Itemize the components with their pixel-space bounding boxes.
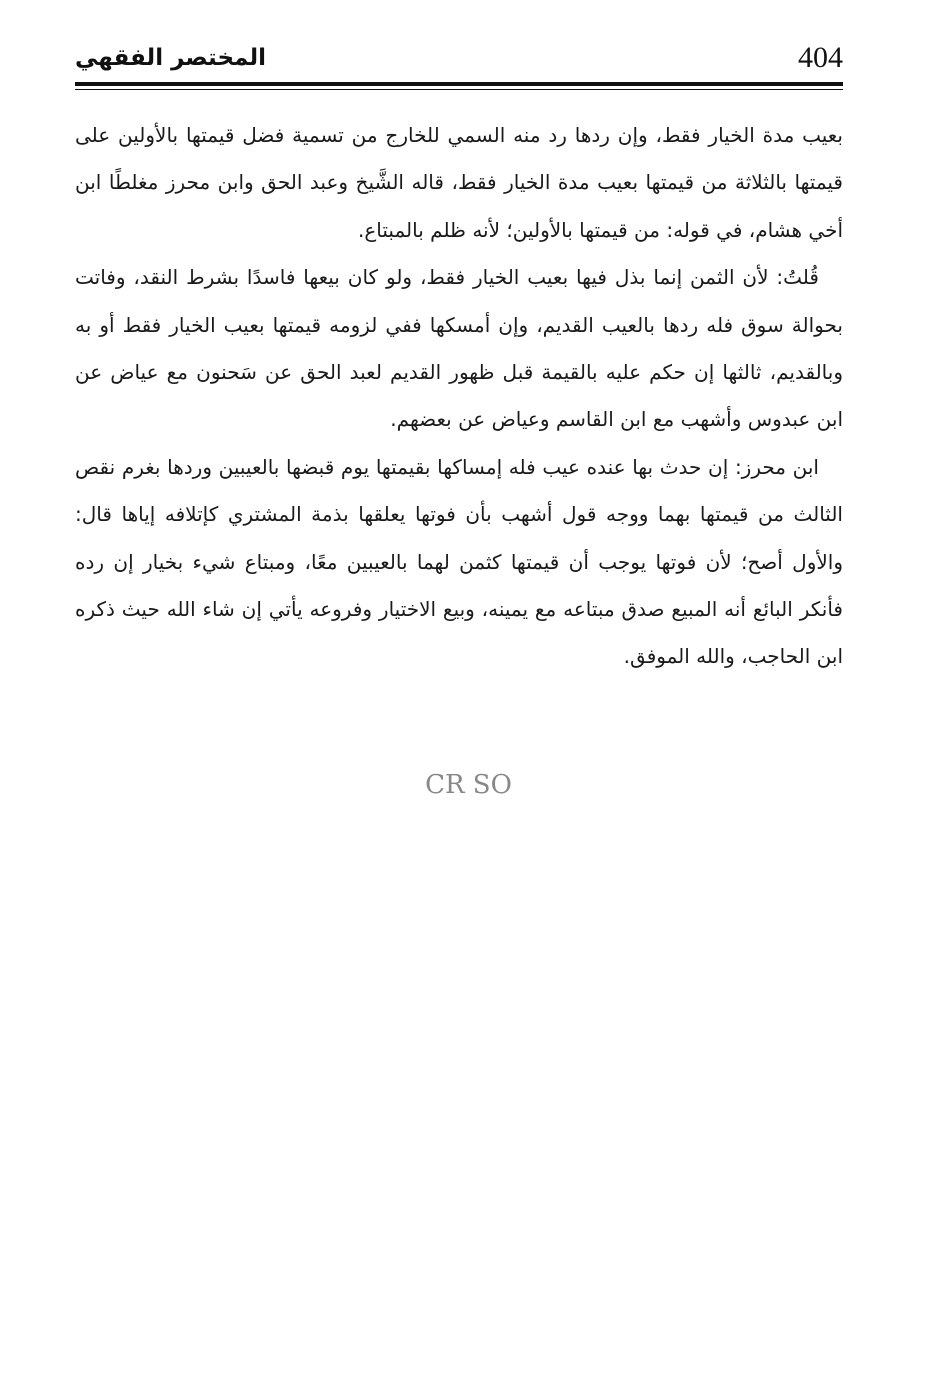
end-ornament: CR SO — [425, 770, 512, 800]
page-header — [75, 38, 843, 78]
header-rule-thick — [75, 82, 843, 86]
paragraph-2: قُلتُ: لأن الثمن إنما بذل فيها بعيب الخيار فقط، ولو كان بيعها فاسدًا بشرط النقد، وفاتت بحوالة سوق فله ردها بالعيب القديم، وإن أمسكها ففي لزومه قيمتها بعيب الخيار فقط أو به وبالقديم، ثالثها إن حكم عليه بالقيمة قبل ظهور القديم لعبد الحق عن سَحنون مع عياض عن ابن عبدوس وأشهب مع ابن القاسم وعياض عن بعضهم. — [75, 265, 843, 432]
paragraph-3: ابن محرز: إن حدث بها عنده عيب فله إمساكها بقيمتها يوم قبضها بالعيبين وردها بغرم نقص الثالث من قيمتها بهما ووجه قول أشهب بأن فوتها يعلقها بذمة المشتري كإتلافه إياها قال: والأول أصح؛ لأن فوتها يوجب أن قيمتها كثمن لهما بالعيبين معًا، ومبتاع شيء بخيار إن رده فأنكر البائع أنه المبيع صدق مبتاعه مع يمينه، وبيع الاختيار وفروعه يأتي إن شاء الله حيث ذكره ابن الحاجب، والله الموفق. — [75, 454, 843, 669]
header-rule-thin — [75, 89, 843, 90]
body-text — [75, 112, 843, 681]
page-number: 404 — [798, 41, 843, 74]
running-title: المختصر الفقهي — [75, 45, 266, 71]
paragraph-1: بعيب مدة الخيار فقط، وإن ردها رد منه السمي للخارج من تسمية فضل قيمتها بالأولين على قيمتها بالثلاثة من قيمتها بعيب مدة الخيار فقط، قاله الشَّيخ وعبد الحق وابن محرز مغلطًا ابن أخي هشام، في قوله: من قيمتها بالأولين؛ لأنه ظلم بالمبتاع. — [75, 123, 843, 242]
